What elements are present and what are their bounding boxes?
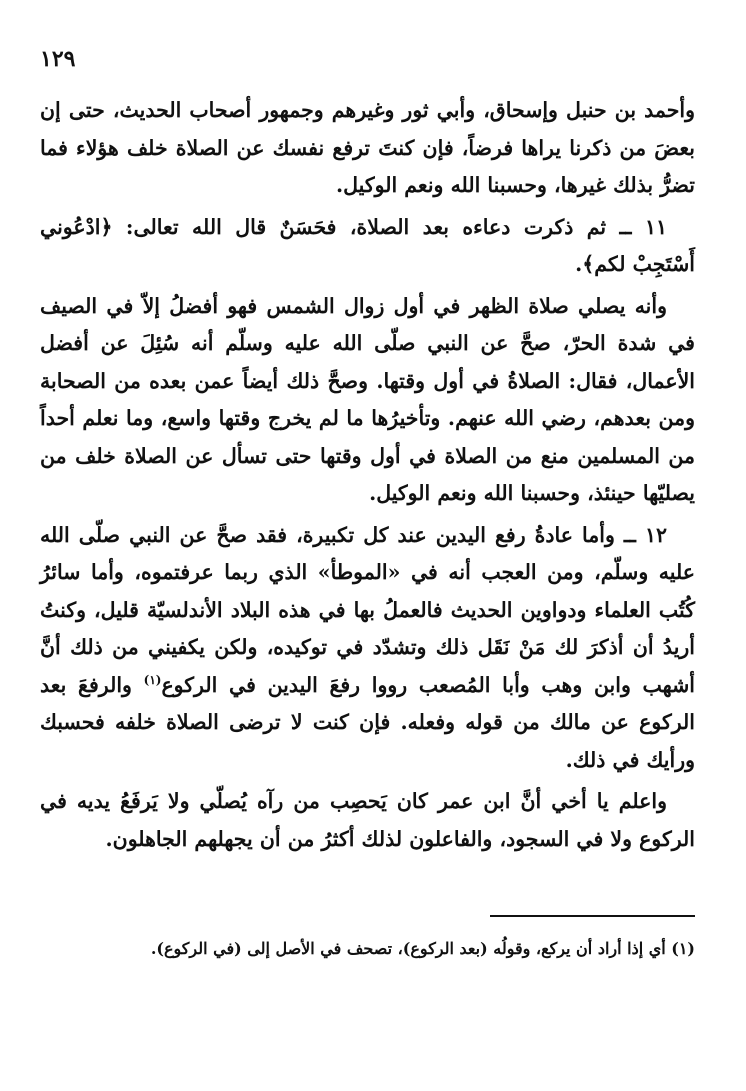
footnote-divider xyxy=(490,915,695,917)
paragraph-4-text: ١٢ ــ وأما عادةُ رفع اليدين عند كل تكبيرة، فقد صحَّ عن النبي صلّى الله عليه وسلّم، ومن العجب أنه في «الموطأ» الذي ربما عرفتموه، وأما سائرُ كُتُب العلماء ودواوين الحديث فالعملُ بها في هذه البلاد الأندلسيّة قليل، وكنتُ أريدُ أن أذكرَ لك مَنْ نَقَل ذلك وتشدّد في توكيده، ولكن يكفيني من ذلك أنَّ أشهب وابن وهب وأبا المُصعب رووا رفعَ اليدين في الركوع xyxy=(40,522,695,697)
paragraph-2-end: . xyxy=(575,252,583,276)
footnote-reference[interactable]: (١) xyxy=(143,672,162,687)
page-number: ١٢٩ xyxy=(40,46,76,72)
paragraph-4 xyxy=(40,517,695,780)
book-page xyxy=(40,40,695,1060)
paragraph-3: وأنه يصلي صلاة الظهر في أول زوال الشمس فهو أفضلُ إلاّ في الصيف في شدة الحرّ، صحَّ عن النبي صلّى الله عليه وسلّم أنه سُئِلَ عن أفضل الأعمال، فقال: الصلاةُ في أول وقتها. وصحَّ ذلك أيضاً عمن بعده من الصحابة ومن بعدهم، رضي الله عنهم. وتأخيرُها ما لم يخرج وقتها واسع، وما نعلم أحداً من المسلمين منع من الصلاة في أول وقتها حتى تسأل عن الصلاة خلف من يصليّها حينئذ، وحسبنا الله ونعم الوكيل. xyxy=(40,293,695,505)
paragraph-4-continuation: والرفعَ بعد الركوع عن مالك من قوله وفعله. فإن كنت لا ترضى الصلاة خلفه فحسبك ورأيك في ذلك. xyxy=(40,672,695,772)
quran-quote: ﴿ادْعُوني أَسْتَجِبْ لكم﴾ xyxy=(40,214,695,276)
footnote: (١) أي إذا أراد أن يركع، وقولُه (بعد الركوع)، تصحف في الأصل إلى (في الركوع). xyxy=(150,939,695,958)
paragraph-1: وأحمد بن حنبل وإسحاق، وأبي ثور وغيرهم وجمهور أصحاب الحديث، حتى إن بعضَ من ذكرنا يراها فرضاً، فإن كنتَ ترفع نفسك عن الصلاة خلف هؤلاء فما تضرُّ بذلك غيرها، وحسبنا الله ونعم الوكيل. xyxy=(40,98,695,197)
paragraph-2 xyxy=(40,209,695,284)
paragraph-2-text: ١١ ــ ثم ذكرت دعاءه بعد الصلاة، فحَسَنٌ قال الله تعالى: xyxy=(112,214,667,239)
main-text xyxy=(40,92,695,862)
paragraph-5: واعلم يا أخي أنَّ ابن عمر كان يَحصِب من رآه يُصلّي ولا يَرفَعُ يديه في الركوع ولا في السجود، والفاعلون لذلك أكثرُ من أن يجهلهم الجاهلون. xyxy=(40,789,695,851)
